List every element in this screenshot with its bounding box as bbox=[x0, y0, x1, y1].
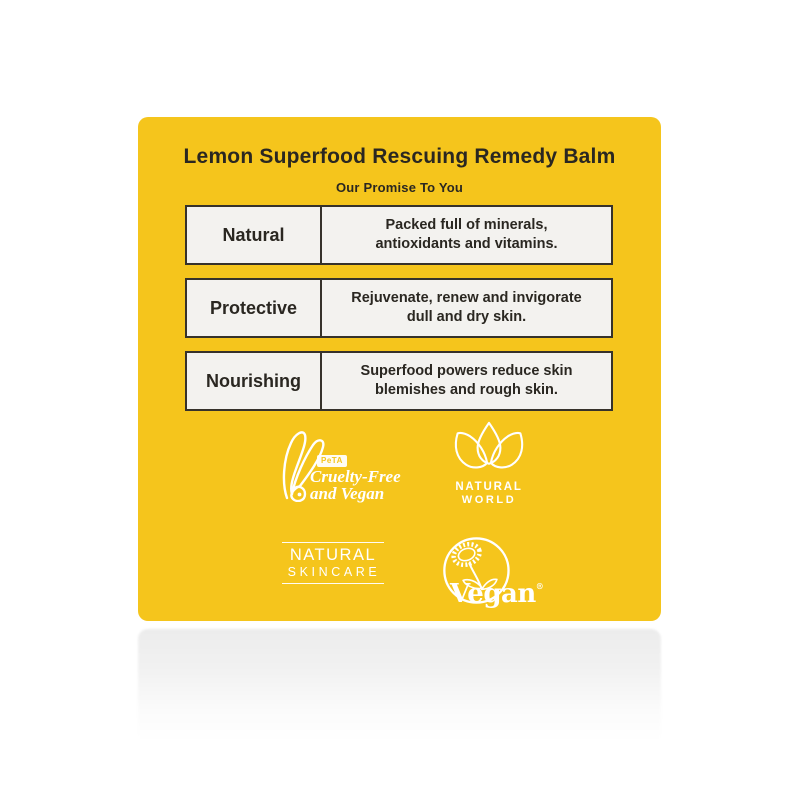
natural-world-line2: WORLD bbox=[461, 494, 517, 506]
promise-heading: Our Promise To You bbox=[335, 180, 464, 195]
card-reflection bbox=[138, 629, 661, 741]
promise-description-line: Rejuvenate, renew and invigorate bbox=[351, 289, 582, 306]
peta-wordmark: PeTA bbox=[317, 455, 347, 467]
promise-label: Protective bbox=[187, 280, 322, 336]
peta-badge-text bbox=[310, 468, 401, 502]
promise-label: Nourishing bbox=[187, 353, 322, 409]
natural-skincare-top-rule bbox=[282, 542, 384, 543]
peta-badge-line2: and Vegan bbox=[310, 484, 385, 503]
vegan-society-badge bbox=[439, 534, 549, 622]
natural-skincare-line2: SKINCARE bbox=[287, 565, 381, 579]
promise-description-line: Superfood powers reduce skin bbox=[360, 362, 573, 379]
promise-description bbox=[322, 207, 611, 263]
natural-world-badge bbox=[432, 421, 546, 506]
peta-cruelty-free-vegan-badge bbox=[280, 428, 430, 508]
promise-description-line: dull and dry skin. bbox=[406, 309, 527, 325]
promise-description bbox=[322, 280, 611, 336]
promise-description-line: blemishes and rough skin. bbox=[375, 382, 558, 398]
promise-description-line: antioxidants and vitamins. bbox=[375, 236, 558, 252]
table-row-natural bbox=[185, 205, 613, 265]
natural-skincare-badge bbox=[282, 542, 384, 584]
lotus-flower-icon bbox=[445, 421, 533, 478]
table-row-nourishing bbox=[185, 351, 613, 411]
registered-trademark-symbol: ® bbox=[535, 581, 544, 591]
product-label-card bbox=[138, 117, 661, 621]
vegan-wordmark-text: Vegan bbox=[450, 579, 536, 609]
peta-badge-line1: Cruelty-Free bbox=[310, 467, 401, 486]
vegan-wordmark bbox=[450, 581, 544, 607]
promise-description-line: Packed full of minerals, bbox=[385, 216, 548, 233]
natural-skincare-bottom-rule bbox=[282, 583, 384, 584]
natural-skincare-line1: NATURAL bbox=[289, 546, 377, 564]
product-title: Lemon Superfood Rescuing Remedy Balm bbox=[183, 145, 616, 168]
promise-label: Natural bbox=[187, 207, 322, 263]
promise-description bbox=[322, 353, 611, 409]
promise-table bbox=[185, 205, 613, 424]
natural-world-line1: NATURAL bbox=[455, 481, 523, 493]
table-row-protective bbox=[185, 278, 613, 338]
